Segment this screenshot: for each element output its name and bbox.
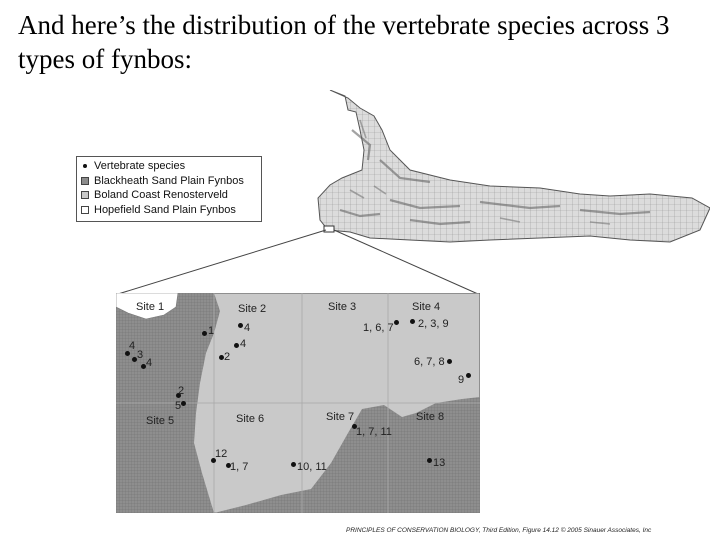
site-label: Site 2 <box>238 303 267 315</box>
legend-item-blackheath <box>81 174 257 189</box>
legend-item-vertebrate <box>81 159 257 174</box>
species-label: 4 <box>146 357 153 369</box>
species-label: 1 <box>208 325 215 337</box>
legend-label: Boland Coast Renosterveld <box>94 189 228 201</box>
legend-item-hopefield <box>81 203 257 218</box>
species-dot-icon <box>83 164 87 168</box>
species-label: 2, 3, 9 <box>418 318 449 330</box>
species-point <box>394 320 399 325</box>
species-label: 4 <box>244 322 251 334</box>
species-point <box>410 319 415 324</box>
map-legend <box>76 156 262 222</box>
slide-title: And here’s the distribution of the vertebrate species across 3 types of fynbos: <box>18 10 670 74</box>
site-label: Site 4 <box>412 301 441 313</box>
species-label: 3 <box>137 349 144 361</box>
legend-label: Vertebrate species <box>94 160 186 172</box>
species-point <box>234 343 239 348</box>
species-point <box>427 458 432 463</box>
regional-map <box>290 90 710 262</box>
species-label: 6, 7, 8 <box>414 356 445 368</box>
legend-label: Blackheath Sand Plain Fynbos <box>94 174 244 187</box>
boland-swatch-icon <box>81 191 89 199</box>
species-point <box>466 373 471 378</box>
species-label: 1, 7, 11 <box>356 426 392 438</box>
legend-item-boland <box>81 188 257 203</box>
species-label: 2 <box>178 385 185 397</box>
species-point <box>291 462 296 467</box>
species-label: 9 <box>458 374 465 386</box>
inset-map <box>116 293 480 513</box>
hopefield-swatch-icon <box>81 206 89 214</box>
blackheath-swatch-icon <box>81 177 89 185</box>
figure-caption: PRINCIPLES OF CONSERVATION BIOLOGY, Third Edition, Figure 14.12 © 2005 Sinauer Associates, Inc <box>346 527 652 534</box>
species-label: 1, 7 <box>230 461 249 473</box>
site-label: Site 8 <box>416 411 445 423</box>
inset-locator <box>324 226 334 232</box>
site-label: Site 7 <box>326 411 355 423</box>
species-label: 1, 6, 7 <box>363 322 394 334</box>
species-point <box>202 331 207 336</box>
species-label: 13 <box>433 457 446 469</box>
species-label: 4 <box>129 340 136 352</box>
region-outline <box>318 90 710 242</box>
species-label: 5 <box>175 400 182 412</box>
site-label: Site 5 <box>146 415 175 427</box>
species-point <box>181 401 186 406</box>
species-label: 12 <box>215 448 228 460</box>
species-point <box>447 359 452 364</box>
species-point <box>238 323 243 328</box>
site-label: Site 3 <box>328 301 357 313</box>
species-label: 10, 11 <box>297 461 327 473</box>
species-label: 2 <box>224 351 231 363</box>
legend-label: Hopefield Sand Plain Fynbos <box>94 203 236 216</box>
species-label: 4 <box>240 338 247 350</box>
site-label: Site 1 <box>136 301 165 313</box>
site-label: Site 6 <box>236 413 265 425</box>
